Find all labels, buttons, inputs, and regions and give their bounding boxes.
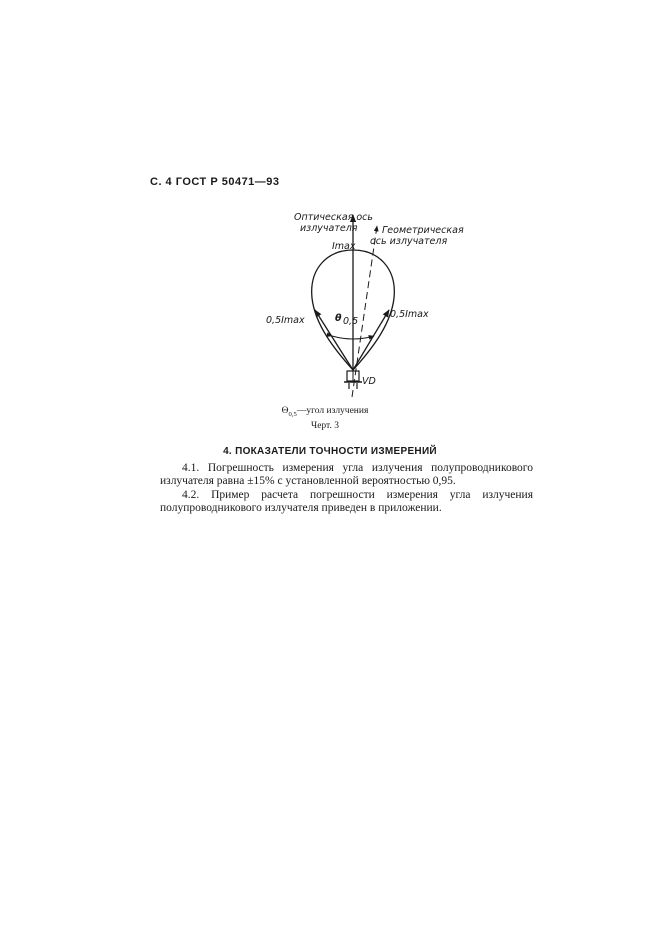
half-intensity-right-arrow [353, 310, 389, 370]
caption-symbol: Θ [281, 406, 289, 416]
geometric-axis-label-line2: ось излучателя [370, 236, 448, 247]
led-device-icon [344, 371, 362, 389]
section-title: 4. ПОКАЗАТЕЛИ ТОЧНОСТИ ИЗМЕРЕНИЙ [223, 446, 437, 457]
radiation-pattern-figure [240, 200, 480, 405]
imax-label: Imax [332, 241, 356, 252]
figure-caption [180, 406, 470, 418]
paragraph-4-1: 4.1. Погрешность измерения угла излучения полупроводникового излучателя равна ±15% с установленной вероятностью 0,95. [160, 462, 533, 487]
device-label: VD [362, 376, 376, 387]
theta-symbol: θ [335, 313, 342, 324]
paragraph-4-2: 4.2. Пример расчета погрешности измерения угла излучения полупроводникового излучателя приведен в приложении. [160, 489, 533, 514]
figure-number: Черт. 3 [311, 421, 339, 431]
half-intensity-right-label: 0,5Imax [390, 309, 429, 320]
page-header: С. 4 ГОСТ Р 50471—93 [150, 176, 280, 188]
half-intensity-left-label: 0,5Imax [266, 315, 305, 326]
geometric-axis-label-line1: Геометрическая [382, 225, 464, 236]
caption-subscript: 0,5 [288, 410, 297, 418]
optical-axis-label-line2: излучателя [300, 223, 358, 234]
optical-axis-label-line1: Оптическая ось [294, 212, 374, 223]
theta-subscript: 0,5 [343, 316, 359, 327]
caption-text: —угол излучения [296, 406, 369, 416]
